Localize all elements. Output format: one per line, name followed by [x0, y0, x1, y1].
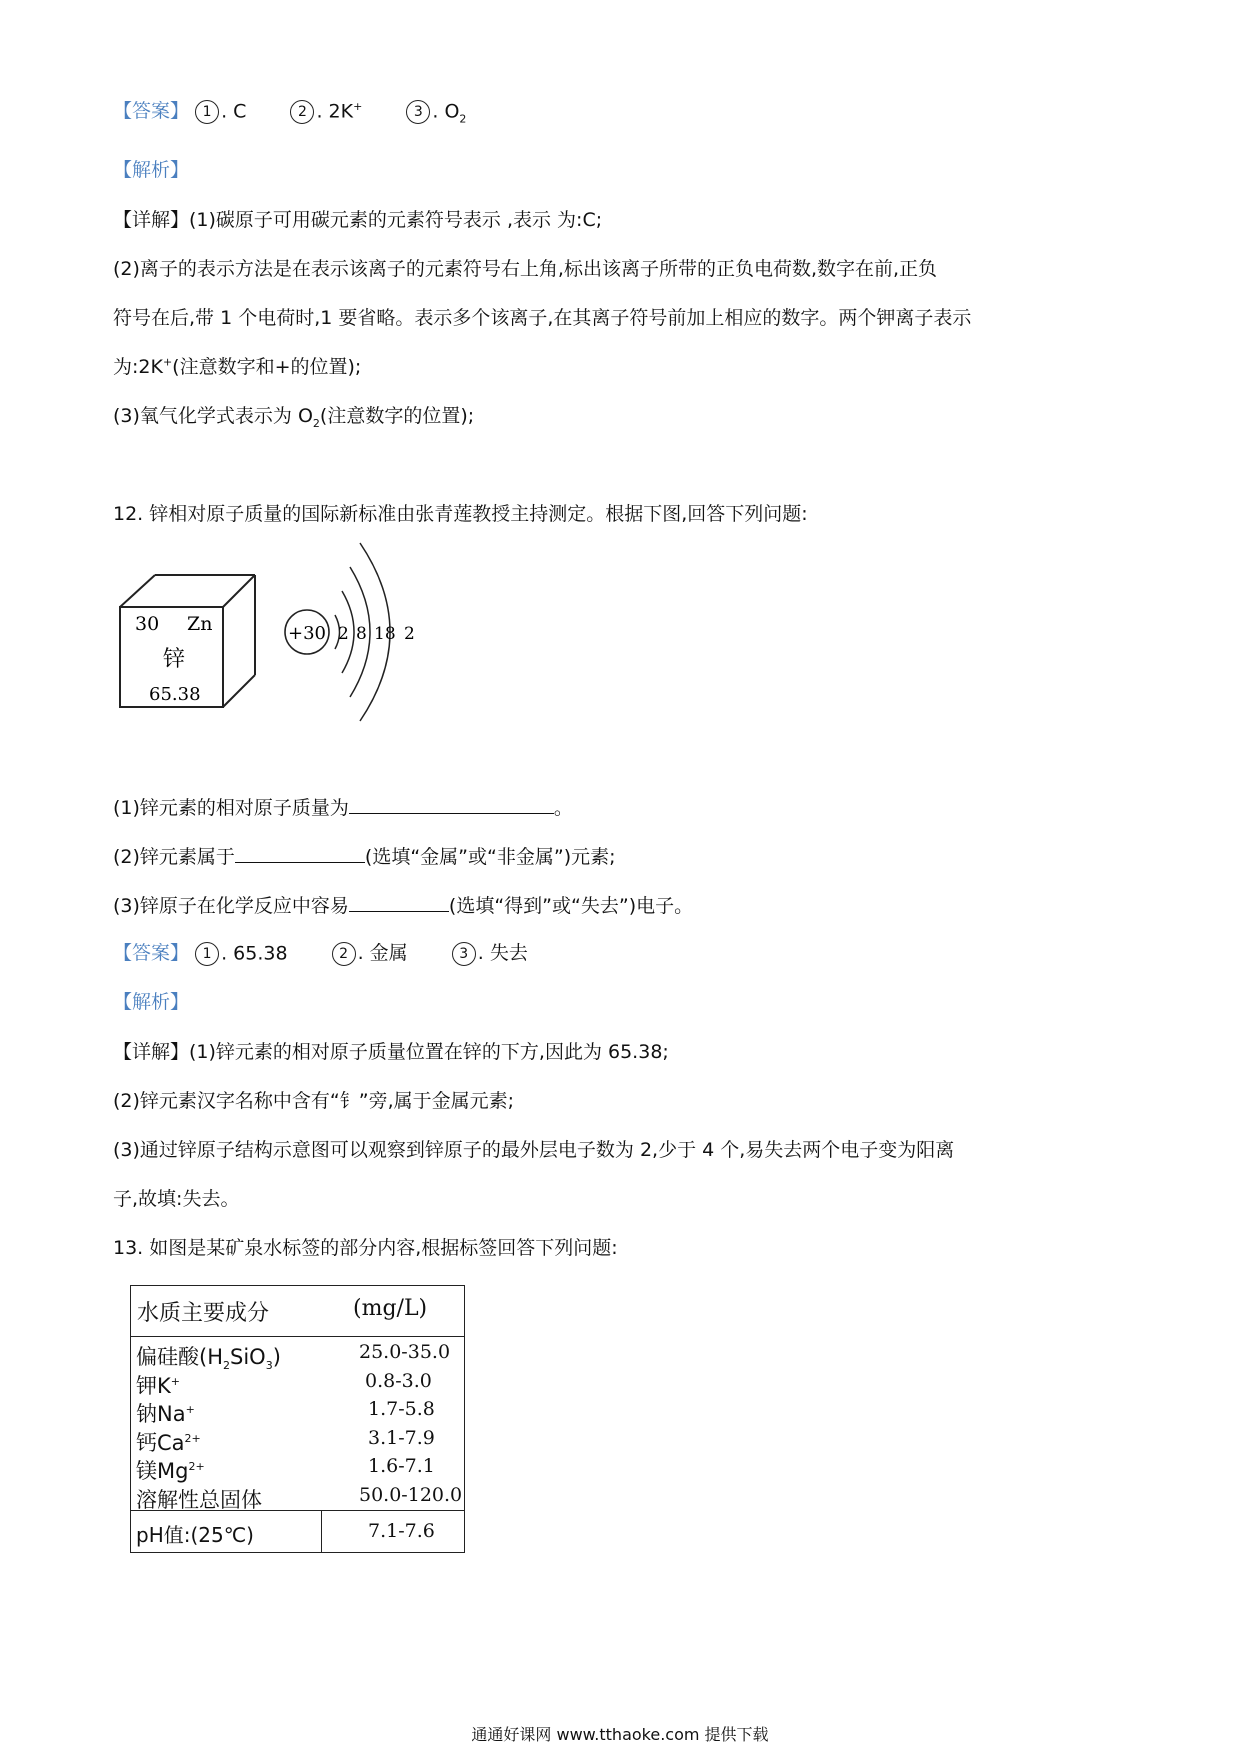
table-body [131, 1341, 464, 1512]
answer-item-1 [195, 942, 287, 966]
answer-item-2 [290, 100, 362, 124]
q12-detail-1 [113, 1037, 669, 1064]
answer-blank[interactable] [349, 795, 554, 814]
atomic-mass: 65.38 [149, 684, 201, 705]
q11-detail-2-line2: 符号在后,带 1 个电荷时,1 要省略。表示多个该离子,在其离子符号前加上相应的数字。两个钾离子表示 [113, 307, 972, 329]
ph-row [131, 1510, 464, 1552]
circled-number: 1 [195, 942, 219, 966]
q11-detail-1 [113, 205, 602, 232]
column-divider [321, 1511, 322, 1552]
circled-number: 1 [195, 100, 219, 124]
q11-detail-2-line3 [113, 352, 361, 379]
q12-stem: 12. 锌相对原子质量的国际新标准由张青莲教授主持测定。根据下图,回答下列问题: [113, 503, 808, 525]
answer-text: . C [221, 100, 247, 122]
answer-item-3 [452, 938, 528, 966]
q12-detail-2: (2)锌元素汉字名称中含有“钅”旁,属于金属元素; [113, 1090, 515, 1112]
table-row [131, 1370, 464, 1399]
question-text: 。 [553, 797, 573, 819]
shell-electrons: 8 [356, 624, 367, 644]
answer-text: . 65.38 [221, 942, 288, 964]
nucleus-charge: +30 [288, 623, 326, 644]
question-text: (2)锌元素属于 [113, 846, 235, 868]
component-value: 0.8-3.0 [365, 1369, 432, 1392]
circled-number: 3 [452, 942, 476, 966]
question-text: (1)锌元素的相对原子质量为 [113, 797, 349, 819]
circled-number: 2 [332, 942, 356, 966]
answer-tag: 【答案】 [113, 100, 190, 122]
header-left: 水质主要成分 [137, 1301, 270, 1326]
superscript: + [353, 99, 363, 113]
q11-detail-2-line1: (2)离子的表示方法是在表示该离子的元素符号右上角,标出该离子所带的正负电荷数,数字在前,正负 [113, 258, 938, 280]
mineral-water-label-table [130, 1285, 465, 1553]
component-name: 偏硅酸$(H_2SiO_3)$ [136, 1345, 281, 1373]
component-name: 钙$Ca^{2+}$ [136, 1430, 201, 1455]
q12-subquestion-3 [113, 891, 693, 918]
detail-text: 为:2K [113, 356, 163, 378]
answer-item-2 [332, 938, 408, 966]
component-value: 3.1-7.9 [368, 1426, 435, 1449]
ph-label: pH值:(25℃) [136, 1523, 254, 1547]
shell-electrons: 2 [338, 624, 349, 644]
q11-answer-line [113, 96, 504, 125]
detail-text: (注意数字的位置); [319, 405, 475, 427]
component-name: 溶解性总固体 [136, 1487, 262, 1512]
question-text: (3)锌原子在化学反应中容易 [113, 895, 349, 917]
answer-text: . 金属 [357, 942, 408, 964]
detail-tag: 【详解】 [113, 209, 190, 231]
zinc-atom-structure-diagram [280, 535, 425, 730]
detail-text: (3)氧气化学式表示为 O [113, 405, 313, 427]
subscript: 2 [459, 111, 467, 125]
detail-text: (注意数字和+的位置); [172, 356, 362, 378]
component-name: 钾K+ [136, 1373, 180, 1398]
table-row [131, 1341, 464, 1373]
q11-detail-3 [113, 401, 474, 430]
ph-value: 7.1-7.6 [368, 1520, 435, 1542]
header-unit: (mg/L) [353, 1296, 428, 1321]
atomic-number: 30 [135, 613, 160, 635]
answer-tag: 【答案】 [113, 942, 190, 964]
q11-analysis-tag: 【解析】 [113, 159, 190, 181]
detail-text: (1)碳原子可用碳元素的元素符号表示 ,表示 为:C; [189, 209, 603, 231]
zinc-element-card [115, 570, 265, 715]
superscript: + [162, 355, 173, 369]
table-row [131, 1455, 464, 1484]
element-name: 锌 [163, 647, 186, 672]
answer-blank[interactable] [349, 893, 449, 912]
circled-number: 3 [406, 100, 430, 124]
component-value: 1.6-7.1 [368, 1455, 435, 1477]
component-name: 镁$Mg^{2+}$ [136, 1459, 205, 1483]
page-footer: 通通好课网 www.tthaoke.com 提供下载 [471, 1725, 769, 1744]
answer-item-3 [406, 100, 466, 125]
component-value: 1.7-5.8 [368, 1398, 435, 1420]
question-text: (选填“得到”或“失去”)电子。 [448, 895, 694, 917]
q13-stem: 13. 如图是某矿泉水标签的部分内容,根据标签回答下列问题: [113, 1237, 618, 1259]
table-header [131, 1286, 464, 1337]
answer-text: . 失去 [477, 942, 528, 964]
component-value: 50.0-120.0 [359, 1483, 463, 1506]
shell-electrons: 18 [374, 624, 396, 644]
detail-tag: 【详解】 [113, 1041, 190, 1063]
answer-item-1 [195, 100, 246, 124]
question-text: (选填“金属”或“非金属”)元素; [364, 846, 616, 868]
table-row [131, 1398, 464, 1427]
shell-electrons: 2 [404, 624, 415, 644]
q12-subquestion-1 [113, 793, 573, 820]
q12-detail-3-line1: (3)通过锌原子结构示意图可以观察到锌原子的最外层电子数为 2,少于 4 个,易失去两个电子变为阳离 [113, 1139, 955, 1161]
answer-text: . O [432, 100, 460, 122]
q12-detail-3-line2: 子,故填:失去。 [113, 1188, 240, 1210]
answer-blank[interactable] [235, 844, 365, 863]
circled-number: 2 [290, 100, 314, 124]
component-name: 钠Na+ [136, 1402, 195, 1426]
detail-text: (1)锌元素的相对原子质量位置在锌的下方,因此为 65.38; [189, 1041, 669, 1063]
element-symbol: Zn [187, 613, 213, 635]
table-row [131, 1484, 464, 1513]
component-value: 25.0-35.0 [359, 1341, 451, 1363]
q12-answer-line [113, 938, 566, 966]
q12-analysis-tag: 【解析】 [113, 991, 190, 1013]
q12-subquestion-2 [113, 842, 616, 869]
table-row [131, 1427, 464, 1456]
subscript: 2 [312, 416, 320, 430]
answer-text: . 2K [316, 100, 354, 122]
